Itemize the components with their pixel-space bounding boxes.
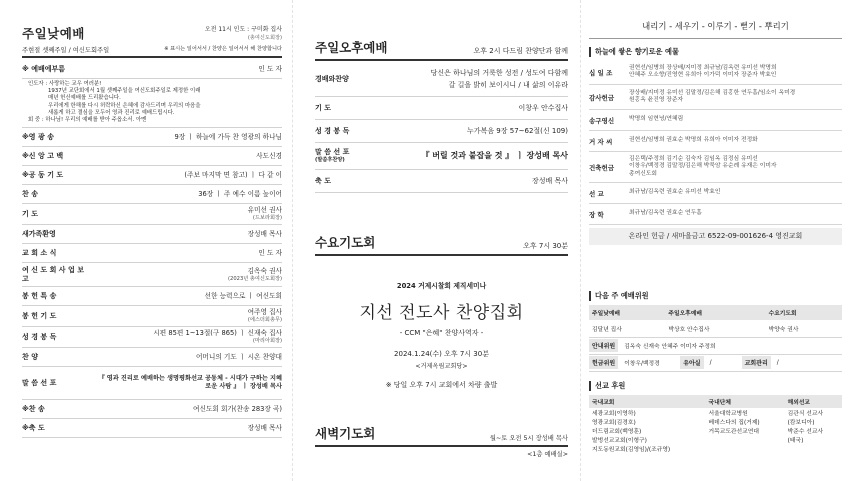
standing-note: ※ 표시는 일어서서 / 찬양은 일어서서 해 찬양합니다 xyxy=(164,46,282,52)
order-value: 장성배 목사 xyxy=(247,424,282,433)
guide-row xyxy=(589,338,842,355)
offering-type: 건축헌금 xyxy=(589,163,615,172)
afternoon-value: 장성배 목사 xyxy=(531,177,568,185)
guide-label: 안내위원 xyxy=(589,339,618,352)
afternoon-title: 주일오후예배 xyxy=(315,40,388,55)
order-value: 9장 ㅣ 하늘에 가득 찬 영광의 하나님 xyxy=(174,133,282,142)
order-label: ※신 앙 고 백 xyxy=(22,152,64,161)
offering-names-line: 이창우/백정경 김말정/김은해 박묵암 유순례 유재은 이미자 xyxy=(629,163,777,170)
mission-cell: 베데스다의 집(거제) xyxy=(708,419,760,426)
mission-cell: 세광교회(이영하) xyxy=(592,410,636,417)
call-line: 매년 헌신예배를 드리왔습니다. xyxy=(48,95,121,102)
offering-names xyxy=(629,156,842,178)
offering-type: 거 자 씨 xyxy=(589,137,613,146)
order-row xyxy=(22,244,282,263)
morning-time-line: 오전 11시 인도 : 구미화 집사 xyxy=(204,26,282,33)
offering-team-row xyxy=(589,355,842,372)
order-row xyxy=(22,348,282,367)
afternoon-info: 오후 2시 다드림 찬양단과 함께 xyxy=(473,47,568,55)
seminar-place: <거제옥림교회당> xyxy=(415,363,468,370)
wednesday-info: 오후 7시 30분 xyxy=(523,242,568,250)
afternoon-header xyxy=(315,38,568,61)
offering-row xyxy=(589,152,842,183)
order-value: 36장 ㅣ 주 예수 이름 높이어 xyxy=(198,190,282,199)
guide-value: 김옥숙 신재숙 안혜주 이미자 주정희 xyxy=(624,344,716,350)
seminar-title: 지선 전도사 찬양집회 xyxy=(359,303,524,323)
offering-names: 박명희 임현녕/연혜림 xyxy=(629,116,684,123)
order-label: ※찬 송 xyxy=(22,405,45,414)
order-row xyxy=(22,185,282,204)
mission-title: 선교 후원 xyxy=(589,381,842,391)
call-to-worship-label: ※ 예배에부름 xyxy=(22,65,66,73)
next-week-cell: 박상호 안수집사 xyxy=(668,326,710,333)
mission-cell: (캄보디아) xyxy=(787,419,815,426)
mission-header: 국내교회 xyxy=(589,395,706,408)
order-value-text: 여주영 집사 xyxy=(247,308,282,317)
order-label: 새가족환영 xyxy=(22,230,56,239)
morning-time-sub: (총여신도회장) xyxy=(247,35,282,41)
order-label: ※공 동 기 도 xyxy=(22,171,64,180)
order-value-text: 시편 85편 1~13절(구 865) ㅣ 신재숙 집사 xyxy=(153,329,282,338)
praise-line: 당신은 하나님의 거룩한 성전 / 성도여 다함께 xyxy=(430,68,568,77)
offering-names-line: 권현선/임병희 장상배/지미정 최규남/김옥련 유미선 박명희 xyxy=(629,64,777,71)
seminar-block xyxy=(315,280,568,390)
order-row xyxy=(22,128,282,147)
mission-cell: 거목교도관선교연대 xyxy=(708,428,759,435)
order-row xyxy=(22,306,282,327)
order-row xyxy=(22,263,282,287)
order-label: 성 경 봉 독 xyxy=(22,333,57,342)
afternoon-label: 경배와찬양 xyxy=(315,74,349,83)
order-value-sub: (에스더회총무) xyxy=(247,317,282,324)
next-week-title: 다음 주 예배위원 xyxy=(589,291,842,301)
nursery-value: / xyxy=(709,359,712,366)
next-week-row xyxy=(589,320,842,337)
offering-row xyxy=(589,131,842,152)
order-label: 봉 헌 특 송 xyxy=(22,292,57,301)
praise-line: 갈 길을 밝히 보이시니 / 내 삶의 이유라 xyxy=(448,80,568,89)
seminar-date: 2024.1.24(수) 오후 7시 30분 xyxy=(394,350,489,358)
order-value: 선한 능력으로 ㅣ 여신도회 xyxy=(204,292,282,301)
offering-names: 최규남/김옥련 권효순 연두흠 xyxy=(629,210,702,217)
call-to-worship-row xyxy=(22,60,282,79)
next-week-header: 주일오후예배 xyxy=(665,305,765,320)
morning-subtitle: 주현절 셋째주일 / 여신도회주일 xyxy=(22,47,110,54)
mission-cell xyxy=(706,444,785,453)
order-value: 인 도 자 xyxy=(258,249,282,258)
wednesday-title: 수요기도회 xyxy=(315,235,376,250)
next-week-cell: 박양숙 권사 xyxy=(768,326,799,333)
offering-row xyxy=(589,110,842,131)
order-value-sub: (2023년 총여신도회장) xyxy=(228,275,282,282)
next-week-header-row xyxy=(589,305,842,320)
order-value-sub: (마리아회장) xyxy=(252,338,282,345)
offering-names-line: 총여신도회 xyxy=(629,170,657,177)
afternoon-value xyxy=(431,67,568,91)
afternoon-label: 성 경 봉 독 xyxy=(315,127,350,135)
call-line: 1937년 교단회에서 1월 셋째주일을 여신도회주일로 제정한 이래 xyxy=(48,88,201,95)
order-value xyxy=(228,267,282,283)
order-value-text: 김옥숙 권사 xyxy=(247,266,282,275)
mission-row xyxy=(589,435,842,444)
sermon-value: 『 영과 진리로 예배하는 생명평화선교 공동체 - 시대가 구하는 지혜로운 사람 』 ㅣ 장성배 목사 xyxy=(98,375,282,391)
offering-type: 송구영신 xyxy=(589,116,615,125)
offering-team-label: 헌금위원 xyxy=(589,356,618,369)
order-value: 어머니의 기도 ㅣ 시온 찬양대 xyxy=(195,353,282,362)
sermon-sublabel: (말씀후찬양) xyxy=(315,157,345,163)
mission-row xyxy=(589,426,842,435)
order-row xyxy=(22,204,282,225)
offering-names-line: 안혜주 오소향/진영현 유희아 이가덕 이미자 장준자 박효인 xyxy=(629,72,777,78)
mission-cell: 김관식 선교사 xyxy=(787,410,824,417)
afternoon-row xyxy=(315,120,568,143)
order-row xyxy=(22,419,282,438)
call-to-worship-text xyxy=(22,79,282,128)
afternoon-row xyxy=(315,143,568,170)
offering-type: 선 교 xyxy=(589,189,604,198)
right-panel xyxy=(580,0,860,481)
mission-header-row xyxy=(589,395,842,408)
offering-row xyxy=(589,85,842,110)
order-label: 말 씀 선 포 xyxy=(22,379,57,388)
offering-type: 감사헌금 xyxy=(589,93,615,102)
mission-header: 국내단체 xyxy=(706,395,785,408)
dawn-info: 월~토 오전 5시 장성배 목사 xyxy=(489,435,568,442)
mission-cell xyxy=(785,444,842,453)
afternoon-sermon: 『 버릴 것과 붙잡을 것 』 ㅣ 장성배 목사 xyxy=(421,151,568,160)
afternoon-label: 축 도 xyxy=(315,177,331,185)
afternoon-label: 기 도 xyxy=(315,104,331,112)
seminar-note: ※ 당일 오후 7시 교회에서 차량 출발 xyxy=(385,381,498,389)
motto-divider xyxy=(589,38,842,39)
management-value: / xyxy=(776,359,779,366)
church-motto: 내리기 - 세우기 - 이루기 - 뻗기 - 뿌리기 xyxy=(642,21,789,31)
seminar-org: 2024 거제시찰회 제직세미나 xyxy=(396,282,487,290)
mission-header: 해외선교 xyxy=(785,395,842,408)
seminar-subtitle: - CCM "은혜" 찬양사역자 - xyxy=(399,329,484,337)
order-value: 사도신경 xyxy=(256,152,282,161)
morning-service-panel xyxy=(0,0,292,481)
order-label: 교 회 소 식 xyxy=(22,249,57,258)
mission-cell: 영광교회(김경호) xyxy=(592,419,636,426)
mission-cell: 박준수 선교사 xyxy=(787,428,824,435)
order-label: 여 신 도 회 사 업 보 고 xyxy=(22,265,84,283)
offering-row xyxy=(589,60,842,85)
offering-type: 장 학 xyxy=(589,210,604,219)
offering-row xyxy=(589,183,842,204)
call-to-worship-leader: 인 도 자 xyxy=(258,65,282,73)
offering-names-line: 원홍옥 윤진영 장준자 xyxy=(629,97,684,103)
offering-team-value: 이창우/백정경 xyxy=(624,361,660,367)
offering-names-line: 김은택/주정희 김기순 김숙자 김임옥 김정심 유미선 xyxy=(629,156,758,163)
order-value: (주보 마지막 면 참고) ㅣ 다 같 이 xyxy=(184,171,282,180)
order-value-sub: (드보라회장) xyxy=(252,215,282,222)
mission-cell xyxy=(706,435,785,444)
mission-cell: 발벙선교교회(이형구) xyxy=(592,437,647,444)
call-line: 우리에게 한해를 다시 허락하신 은혜에 감사드리며 우리의 마음을 xyxy=(48,102,201,109)
order-value xyxy=(153,329,282,345)
offering-names xyxy=(629,90,842,104)
order-row xyxy=(22,327,282,348)
morning-time-info xyxy=(205,26,282,42)
afternoon-label xyxy=(315,148,349,164)
order-label: ※영 광 송 xyxy=(22,133,54,142)
offering-names: 권현선/임병희 권효순 박명희 유희아 이미자 전정화 xyxy=(629,137,758,144)
dawn-place: <1층 예배실> xyxy=(527,451,568,458)
mission-row xyxy=(589,417,842,426)
order-row xyxy=(22,367,282,400)
mission-row xyxy=(589,444,842,453)
order-row xyxy=(22,147,282,166)
next-week-header: 수요기도회 xyxy=(766,305,842,320)
mission-cell: 지도동원교회(김영임)/(조규영) xyxy=(592,446,671,453)
mission-cell: 더드림교회(백영훈) xyxy=(592,428,642,435)
call-line: 회 중 : 하나님! 우리의 예배를 받아 주옵소서. 아멘 xyxy=(28,117,147,124)
order-label: 찬 송 xyxy=(22,190,38,199)
mission-table xyxy=(589,395,842,453)
order-value-text: 유미선 권사 xyxy=(247,206,282,215)
order-row xyxy=(22,400,282,419)
call-line: 새롭게 하고 결심을 모두어 영과 진리로 예배드립시다. xyxy=(48,109,175,116)
afternoon-row xyxy=(315,61,568,97)
management-label: 교회관리 xyxy=(742,356,771,369)
afternoon-row xyxy=(315,97,568,120)
afternoon-value: 누가복음 9장 57~62절(신 109) xyxy=(467,127,568,135)
offering-row xyxy=(589,204,842,225)
afternoon-row xyxy=(315,170,568,193)
next-week-table xyxy=(589,305,842,338)
offering-type: 십 일 조 xyxy=(589,68,613,77)
mission-row xyxy=(589,408,842,417)
online-offering-bar: 온라인 헌금 / 새마을금고 6522-09-001626-4 영진교회 xyxy=(589,228,842,245)
call-line: 인도자 : 사랑하는 교우 여러분! xyxy=(28,81,102,87)
dawn-title: 새벽기도회 xyxy=(315,426,376,441)
next-week-header: 주일낮예배 xyxy=(589,305,665,320)
mission-cell: (태국) xyxy=(787,437,804,444)
order-label: 봉 헌 기 도 xyxy=(22,312,57,321)
offering-names xyxy=(629,65,842,79)
order-row xyxy=(22,225,282,244)
order-label: 기 도 xyxy=(22,210,38,219)
afternoon-value: 이창우 안수집사 xyxy=(518,104,568,112)
wednesday-header xyxy=(315,233,568,256)
nursery-label: 유아실 xyxy=(680,356,703,369)
middle-panel xyxy=(292,0,580,481)
order-label: 찬 양 xyxy=(22,353,38,362)
sermon-label: 말 씀 선 포 xyxy=(315,148,350,156)
morning-title: 주일낮예배 xyxy=(22,26,85,41)
offering-names-line: 장상배/지미정 유미선 김말정/김은해 김홍한 연두흠/임소이 옥미경 xyxy=(629,89,796,96)
order-row xyxy=(22,287,282,306)
order-row xyxy=(22,166,282,185)
offering-title: 하늘에 쌓은 향기로운 예물 xyxy=(589,47,842,57)
mission-cell: 서울대학교병원 xyxy=(708,410,748,417)
order-value: 장성배 목사 xyxy=(247,230,282,239)
morning-header xyxy=(22,24,282,42)
order-value: 여신도회 회가(찬송 283장 곡) xyxy=(193,405,282,414)
order-value xyxy=(248,308,282,324)
order-value xyxy=(248,206,282,222)
morning-subtitle-bar xyxy=(22,45,282,58)
order-label: ※축 도 xyxy=(22,424,45,433)
next-week-cell: 김달년 집사 xyxy=(592,326,622,333)
offering-names: 최규남/김옥련 권효순 유미선 박효인 xyxy=(629,189,721,196)
dawn-header xyxy=(315,424,568,447)
